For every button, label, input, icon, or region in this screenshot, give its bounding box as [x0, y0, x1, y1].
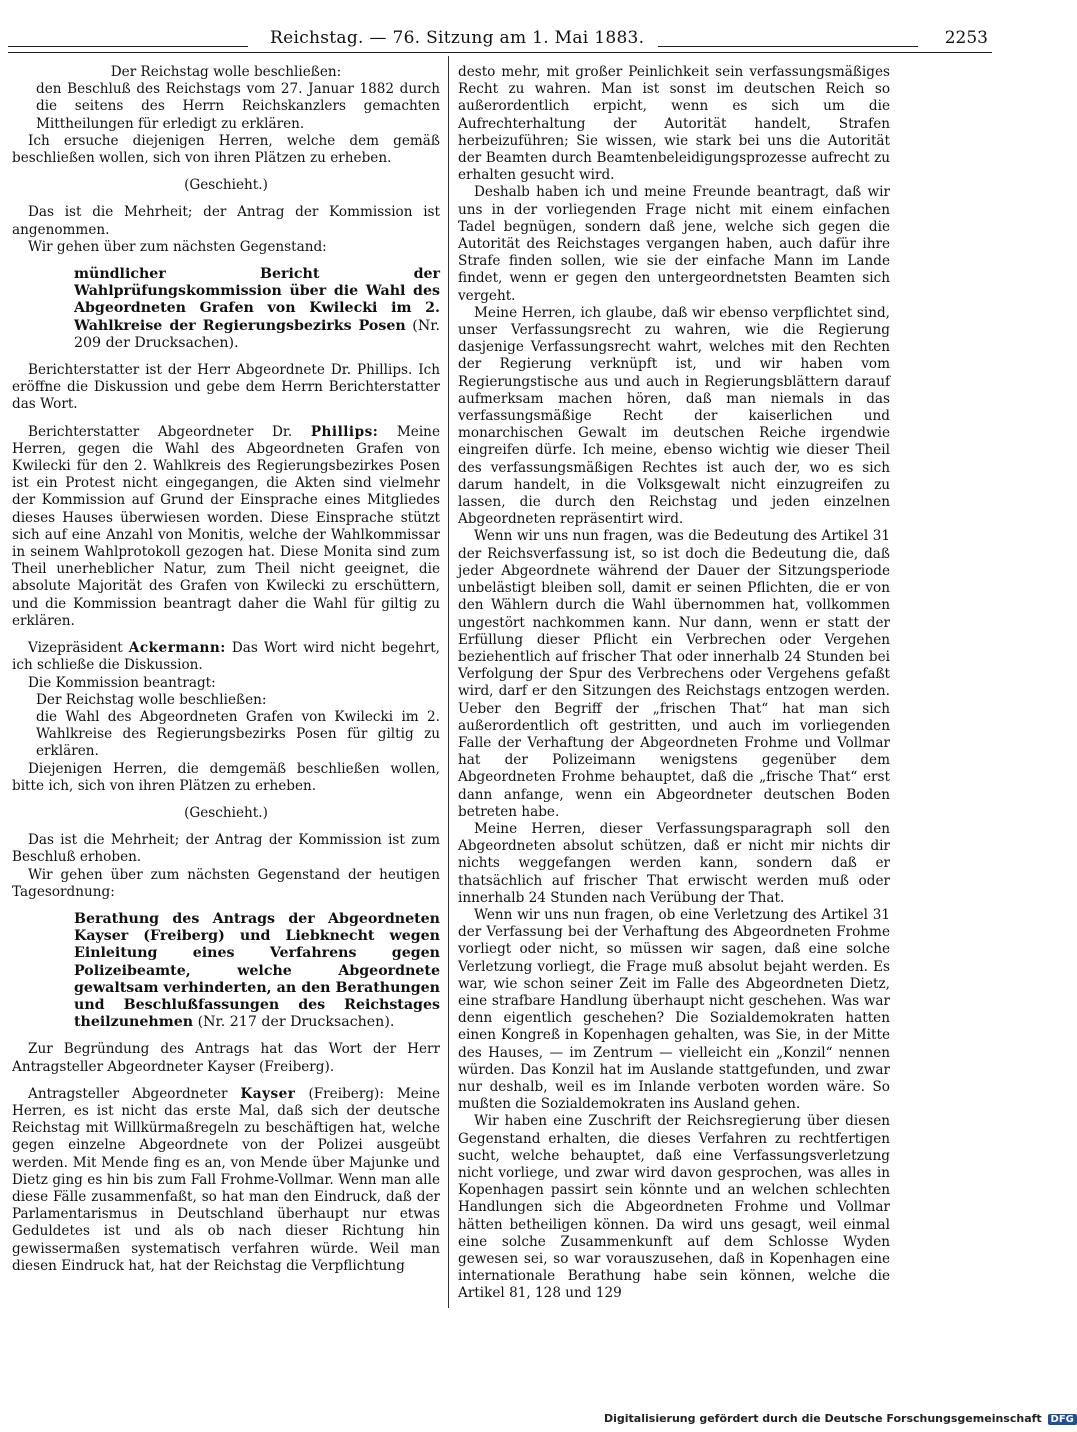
paragraph: Ich ersuche diejenigen Herren, welche dem gemäß beschließen wollen, sich von ihren Plätzen zu erheben.: [12, 132, 440, 167]
agenda-item-ref: (Nr. 209 der Drucksachen).: [74, 317, 440, 351]
header-rule: [8, 52, 992, 53]
speech: [12, 640, 440, 674]
paragraph: Diejenigen Herren, die demgemäß beschließen wollen, bitte ich, sich von ihren Plätzen zu erheben.: [12, 760, 440, 794]
paragraph: Wir gehen über zum nächsten Gegenstand:: [28, 238, 327, 255]
dfg-logo: DFG: [1048, 1414, 1077, 1425]
paragraph: Wir gehen über zum nächsten Gegenstand der heutigen Tagesordnung:: [12, 866, 440, 900]
paragraph: Zur Begründung des Antrags hat das Wort der Herr Antragsteller Abgeordneter Kayser (Freiberg).: [12, 1041, 440, 1075]
paragraph: (Geschieht.): [184, 804, 268, 821]
speaker-role: Vizepräsident: [28, 640, 129, 657]
column-divider: [448, 56, 449, 1308]
paragraph: Der Reichstag wolle beschließen:: [110, 64, 342, 80]
credit-text: Digitalisierung gefördert durch die Deutsche Forschungsgemeinschaft: [604, 1412, 1042, 1425]
paragraph: Berichterstatter ist der Herr Abgeordnete Dr. Phillips. Ich eröffne die Diskussion und gebe dem Herrn Berichterstatter das Wort.: [12, 362, 440, 413]
speaker-role: Berichterstatter Abgeordneter Dr.: [28, 423, 311, 440]
agenda-item: [12, 911, 440, 1031]
paragraph: desto mehr, mit großer Peinlichkeit sein verfassungsmäßiges Recht zu wahren. Man ist sonst im deutschen Reich so außerordentlich erpicht, wenn es sich um die Aufrechterhaltung der Autorität handelt, Strafen herbeizuführen; Sie wissen, wie stark bei uns die Autorität der Beamten durch Beamtenbeleidigungsprozesse aufrecht zu erhalten gesucht wird.: [458, 64, 890, 184]
speaker-name: Kayser: [240, 1085, 296, 1102]
agenda-item: [12, 266, 440, 352]
speech: [12, 424, 440, 630]
speaker-name: Ackermann:: [128, 640, 226, 657]
paragraph: Das ist die Mehrheit; der Antrag der Kommission ist zum Beschluß erhoben.: [12, 832, 440, 866]
speech-text: Das Wort wird nicht begehrt, ich schließe die Diskussion.: [12, 640, 440, 674]
paragraph: Wenn wir uns nun fragen, was die Bedeutung des Artikel 31 der Reichsverfassung ist, so ist doch die Bedeutung die, daß jeder Abgeordnete während der Dauer der Sitzungsperiode unbelästigt bleiben soll, damit er seinen Pflichten, die er von den Wählern durch die Wahl übernommen hat, vollkommen ungestört nachkommen kann. Nur dann, wenn er statt der Erfüllung dieser Pflicht ein Verbrechen oder Vergehen beziehentlich auf frischer That oder innerhalb 24 Stunden bei Verfolgung der Spur des Verbrechens oder Vergehens gefaßt wird, darf er den Sitzungen des Reichstags entzogen werden. Ueber den Begriff der „frischen That“ hat man sich außerordentlich oft gestritten, und auch im vorliegenden Falle der Verhaftung der Abgeordneten Frohme und Vollmar hat der Polizeimann wenigstens gegenüber dem Abgeordneten Frohme behauptet, daß die „frische That“ erst dann anfange, wenn ein Abgeordneter deutschen Boden betreten habe.: [458, 528, 890, 820]
paragraph: (Geschieht.): [184, 177, 268, 194]
agenda-item-ref: (Nr. 217 der Drucksachen).: [193, 1014, 395, 1031]
speech: [12, 1086, 440, 1275]
agenda-item-title: Berathung des Antrags der Abgeordneten Kayser (Freiberg) und Liebknecht wegen Einleitung eines Verfahrens gegen Polizeibeamte, welche Abgeordnete gewaltsam verhinderten, an den Berathungen und Beschlußfassungen des Reichstages theilzunehmen: [74, 910, 440, 1031]
paragraph: Deshalb haben ich und meine Freunde beantragt, daß wir uns in der vorliegenden Frage nicht mit einem einfachen Tadel begnügen, sondern daß jene, welche sich gegen die Autorität des Reichstages vergangen haben, auch dafür ihre Strafe finden sollen, wie sie der einfache Mann im Lande findet, wenn er gegen den untergeordnetsten Beamten sich vergeht.: [458, 184, 890, 304]
paragraph: Die Kommission beantragt:: [28, 674, 216, 691]
speech-text: Meine Herren, gegen die Wahl des Abgeordneten Grafen von Kwilecki für den 2. Wahlkreis des Regierungsbezirkes Posen ist ein Protest nicht eingegangen, die Akten sind vielmehr der Kommission auf Grund der Einsprache eines Mitgliedes dieses Hauses überwiesen worden. Diese Einsprache stützt sich auf eine Anzahl von Monitis, welche der Wahlkommissar in seinem Wahlprotokoll gezogen hat. Diese Monita sind zum Theil unerheblicher Natur, zum Theil nicht geeignet, die absolute Majorität des Grafen von Kwilecki zu erschüttern, und die Kommission beantragt daher die Wahl für giltig zu erklären.: [12, 423, 440, 629]
header-rule-right: [658, 46, 918, 47]
paragraph: Der Reichstag wolle beschließen:: [36, 691, 267, 708]
speech-text: (Freiberg): Meine Herren, es ist nicht das erste Mal, daß sich der deutsche Reichstag mit Willkürmaßregeln zu beschäftigen hat, welche gegen einzelne Abgeordnete von der Polizei ausgeübt werden. Mit Mende fing es an, von Mende über Majunke und Dietz ging es hin bis zum Fall Frohme-Vollmar. Wenn man alle diese Fälle zusammenfaßt, so hat man den Eindruck, daß der Parlamentarismus in Deutschland überhaupt nur etwas Geduldetes ist und als ob nach dieser Richtung hin gewissermaßen systematisch verfahren würde. Weil man diesen Eindruck hat, hat der Reichstag die Verpflichtung: [12, 1085, 440, 1274]
digitization-credit: [604, 1412, 1074, 1426]
page-header: [8, 26, 992, 50]
left-column: [12, 64, 440, 1275]
speaker-name: Phillips:: [310, 423, 379, 440]
paragraph: den Beschluß des Reichstags vom 27. Januar 1882 durch die seitens des Herrn Reichskanzlers gemachten Mittheilungen für erledigt zu erklären.: [36, 81, 440, 132]
agenda-item-title: mündlicher Bericht der Wahlprüfungskommission über die Wahl des Abgeordneten Grafen von Kwilecki im 2. Wahlkreise der Regierungsbezirks Posen: [74, 266, 440, 334]
right-column: [458, 64, 890, 1303]
header-rule-left: [8, 46, 248, 47]
paragraph: Wenn wir uns nun fragen, ob eine Verletzung des Artikel 31 der Verfassung bei der Verhaftung des Abgeordneten Frohme vorliegt oder nicht, so müssen wir sagen, daß eine solche Verletzung vorliegt, die Frage muß absolut bejaht werden. Es war, wie schon seiner Zeit im Falle des Abgeordneten Dietz, eine strafbare Handlung überhaupt nicht geschehen. Was war denn eigentlich geschehen? Die Sozialdemokraten hatten einen Kongreß in Kopenhagen gehalten, was Sie, in der Mitte des Hauses, — im Zentrum — vielleicht ein „Konzil“ nennen würden. Das Konzil hat im Auslande stattgefunden, und zwar nur deshalb, weil es im Inlande verboten worden wäre. So mußten die Sozialdemokraten ins Ausland gehen.: [458, 906, 890, 1113]
paragraph: Meine Herren, dieser Verfassungsparagraph soll den Abgeordneten absolut schützen, daß er nicht mir nichts dir nichts weggefangen werden kann, sondern daß er thatsächlich auf frischer That erwischt werden muß oder innerhalb 24 Stunden nach Verübung der That.: [458, 820, 890, 906]
paragraph: Wir haben eine Zuschrift der Reichsregierung über diesen Gegenstand erhalten, die dieses Verfahren zu rechtfertigen sucht, welche behauptet, daß eine Verfassungsverletzung nicht vorliege, und zwar wird davon gesprochen, was alles in Kopenhagen passirt sein könnte und an welchen schlechten Handlungen sich die Abgeordneten Frohme und Vollmar hätten betheiligen können. Da wird uns gesagt, weil einmal eine solche Zusammenkunft auf dem Schlosse Wyden gewesen sei, so war vorauszusehen, daß in Kopenhagen eine internationale Berathung habe sein können, welche die Artikel 81, 128 und 129: [458, 1113, 890, 1302]
paragraph: die Wahl des Abgeordneten Grafen von Kwilecki im 2. Wahlkreise des Regierungsbezirks Posen für giltig zu erklären.: [36, 708, 440, 760]
speaker-role: Antragsteller Abgeordneter: [28, 1085, 241, 1102]
paragraph: Das ist die Mehrheit; der Antrag der Kommission ist angenommen.: [12, 204, 440, 238]
page-number: 2253: [944, 28, 988, 48]
running-title: Reichstag. — 76. Sitzung am 1. Mai 1883.: [270, 28, 645, 48]
paragraph: Meine Herren, ich glaube, daß wir ebenso verpflichtet sind, unser Verfassungsrecht zu wahren, wie die Regierung dasjenige Verfassungsrecht wahrt, welches mit den Rechten der Regierung verknüpft ist, und wir haben vom Regierungstische aus und auch in Regierungsblättern darauf aufmerksam machen hören, daß man niemals in das verfassungsmäßige Recht der kaiserlichen und monarchischen Gewalt im deutschen Reiche irgendwie eingreifen dürfe. Ich meine, ebenso wichtig wie dieser Theil des verfassungsmäßigen Rechtes ist auch der, wo es sich darum handelt, in die Volksgewalt nicht einzugreifen zu lassen, die durch den Reichstag und jeden einzelnen Abgeordneten repräsentirt wird.: [458, 304, 890, 528]
